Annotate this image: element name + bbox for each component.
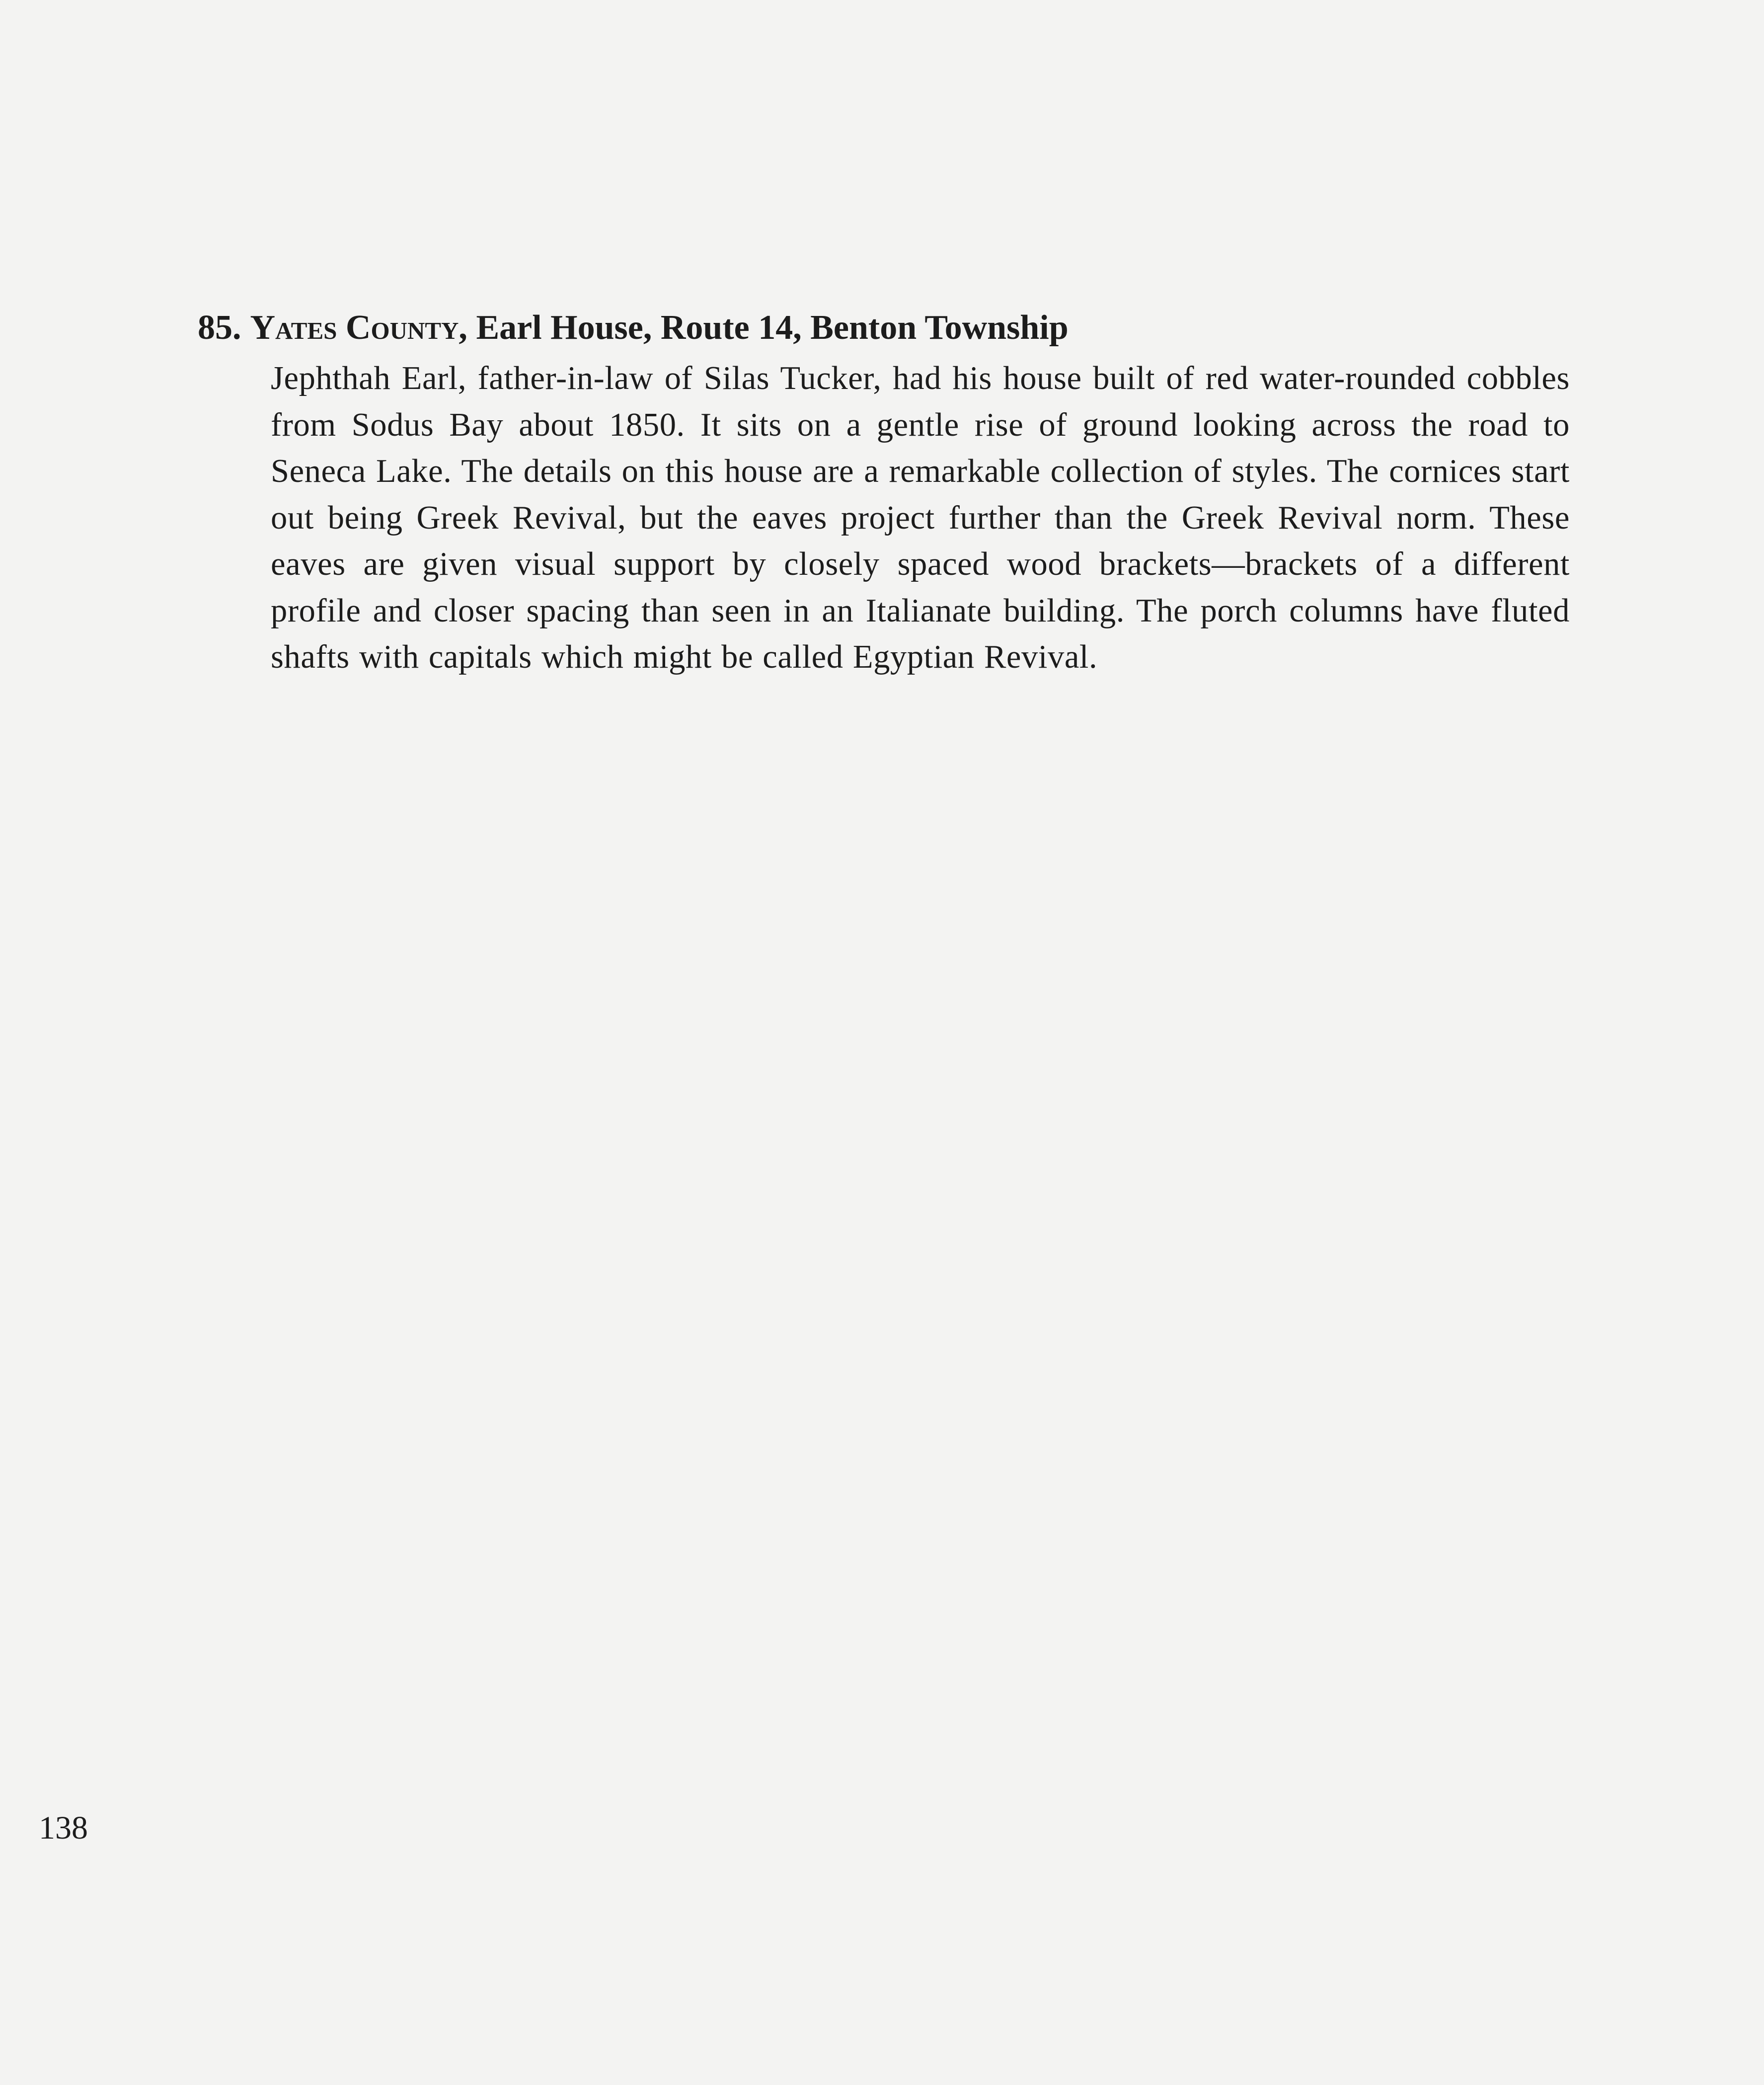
- entry-heading: [198, 301, 1579, 355]
- entry-number: 85.: [198, 309, 241, 347]
- entry-description: Jephthah Earl, father-in-law of Silas Tucker, had his house built of red water-rounded cobbles from Sodus Bay about 1850. It sits on a gentle rise of ground looking across the road to Seneca Lake. The details on this house are a remarkable collection of styles. The cornices start out being Greek Revival, but the eaves project further than the Greek Revival norm. These eaves are given visual support by closely spaced wood brackets—brackets of a different profile and closer spacing than seen in an Italianate building. The porch columns have fluted shafts with capitals which might be called Egyptian Revival.: [271, 360, 1570, 675]
- catalog-entry: [198, 301, 1579, 681]
- entry-title: Earl House, Route 14, Benton Township: [476, 309, 1069, 347]
- page-number: 138: [39, 1810, 88, 1846]
- entry-county: Yates County,: [250, 309, 467, 347]
